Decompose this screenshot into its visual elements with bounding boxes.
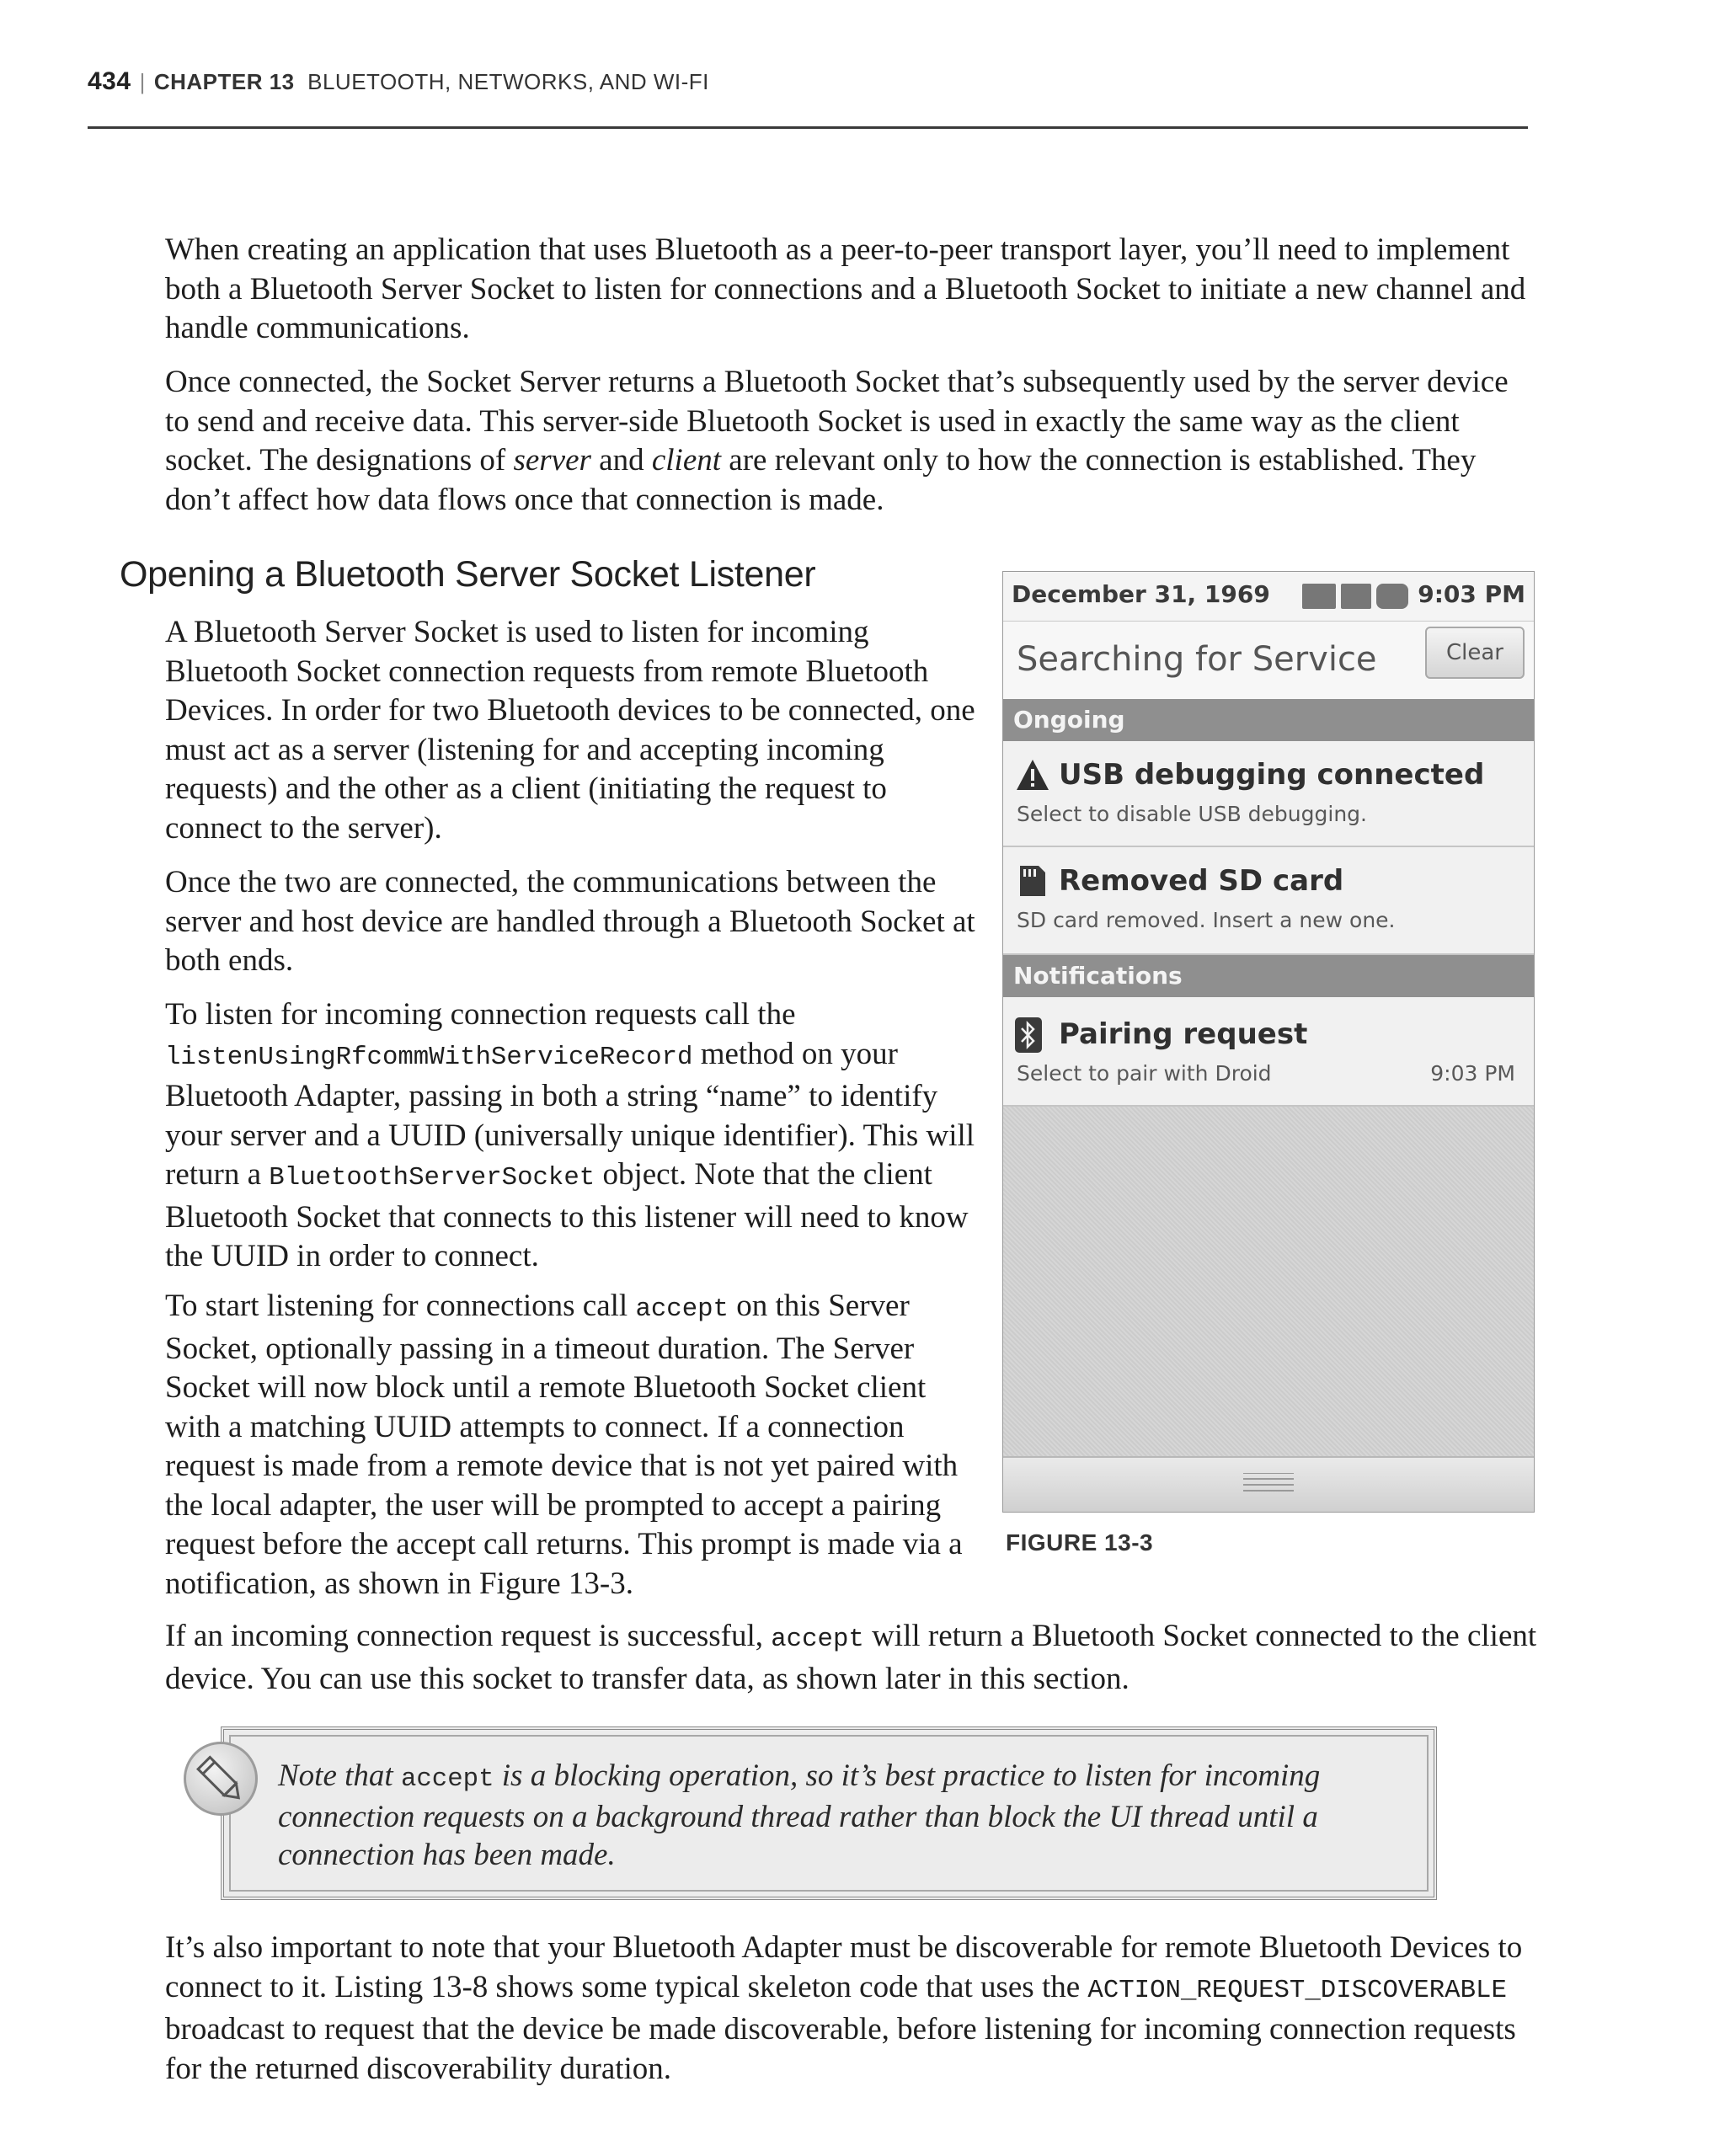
note-code-accept: accept [400,1764,494,1794]
note-text [278,1757,1415,1874]
figure-phone-screenshot [1002,571,1535,1513]
usb-subtitle: Select to disable USB debugging. [1017,802,1367,826]
usb-mute-icon [1302,584,1336,609]
figure-caption: FIGURE 13-3 [1006,1529,1154,1556]
section-p1-text: A Bluetooth Server Socket is used to listen for incoming Bluetooth Socket connection requests from remote Bluetooth Devices. In order for two Bluetooth devices to be connected, one must act as a server (listening for and accepting incoming requests) and the other as a client (initiating the request to connect to the server). [165,615,975,846]
pairing-request-notification[interactable] [1003,997,1534,1107]
page-number: 434 [88,67,131,95]
term-client: client [651,443,722,478]
section-p5-text-b: will return a Bluetooth Socket connected to the client device. You can use this socket to transfer data, as shown later in this section. [165,1619,1537,1696]
clear-button[interactable]: Clear [1425,627,1525,679]
header-rule [88,126,1528,129]
section-p2-text: Once the two are connected, the communications between the server and host device are handled through a Bluetooth Socket at both ends. [165,865,975,978]
intro-paragraph-1 [165,231,1546,349]
section-paragraph-2 [165,863,979,981]
drawer-handle[interactable] [1003,1456,1534,1513]
pencil-icon [184,1742,258,1816]
section-paragraph-3 [165,995,979,1277]
closing-text-a: It’s also important to note that your Bluetooth Adapter must be discoverable for remote Bluetooth Devices to connect to it. Listing 13-8 shows some typical skeleton code that uses the [165,1930,1523,2004]
chapter-title: BLUETOOTH, NETWORKS, AND WI-FI [307,69,709,94]
section-p3-text-c: object. Note that the client Bluetooth Socket that connects to this listener will need to know the UUID in order to connect. [165,1157,969,1273]
battery-icon [1376,584,1408,609]
section-paragraph-5 [165,1617,1546,1699]
section-heading: Opening a Bluetooth Server Socket Listener [120,554,816,595]
signal-icon [1341,584,1371,609]
status-bar [1003,572,1534,622]
sd-card-notification[interactable] [1003,847,1534,955]
intro-p2-text-a: Once connected, the Socket Server returns a Bluetooth Socket that’s subsequently used by the server device to send and receive data. This server-side Bluetooth Socket is used in exactly the same way as the client socket. The designations of [165,365,1509,478]
section-p4-text-b: on this Server Socket, optionally passing in a timeout duration. The Server Socket will now block until a remote Bluetooth Socket client with a matching UUID attempts to connect. If a connection request is made from a remote device that is not yet paired with the local adapter, the user will be prompted to accept a pairing request before the accept call returns. This prompt is made via a notification, as shown in Figure 13-3. [165,1289,963,1601]
term-server: server [513,443,591,478]
section-p3-text-a: To listen for incoming connection requests call the [165,997,796,1032]
sd-card-icon [1015,864,1049,901]
code-server-socket-class: BluetoothServerSocket [269,1163,595,1193]
searching-title: Searching for Service [1017,640,1377,679]
intro-p2-text-c: are relevant only to how the connection is established. They don’t affect how data flows once that connection is made. [165,443,1477,517]
note-text-a: Note that [278,1758,401,1793]
usb-title: USB debugging connected [1059,758,1485,792]
grip-icon [1243,1473,1294,1492]
code-accept: accept [635,1294,729,1324]
note-text-b: is a blocking operation, so it’s best practice to listen for incoming connection requests on a background thread rather than block the UI thread until a connection has been made. [278,1758,1321,1872]
warning-icon [1015,758,1050,795]
code-action-request-discoverable: ACTION_REQUEST_DISCOVERABLE [1087,1975,1507,2005]
status-date: December 31, 1969 [1012,580,1270,608]
section-p3-text-b: method on your Bluetooth Adapter, passing in both a string “name” to identify your server and a UUID (universally unique identifier). This will return a [165,1036,975,1192]
closing-paragraph [165,1929,1530,2089]
intro-p1-text: When creating an application that uses Bluetooth as a peer-to-peer transport layer, you’ll need to implement both a Bluetooth Server Socket to listen for connections and a Bluetooth Socket to initiate a new channel and handle communications. [165,232,1526,345]
header-separator: | [139,69,146,94]
bluetooth-icon [1015,1017,1042,1056]
ongoing-header: Ongoing [1003,699,1534,741]
usb-debugging-notification[interactable] [1003,741,1534,847]
pairing-title: Pairing request [1059,1017,1308,1051]
sd-title: Removed SD card [1059,864,1344,898]
pairing-subtitle: Select to pair with Droid [1017,1061,1272,1086]
code-accept-2: accept [771,1625,864,1654]
status-time: 9:03 PM [1418,580,1525,608]
code-listen-method: listenUsingRfcommWithServiceRecord [165,1042,693,1072]
intro-paragraph-2 [165,363,1530,520]
section-paragraph-4 [165,1287,979,1604]
section-p5-text-a: If an incoming connection request is successful, [165,1619,772,1653]
section-paragraph-1 [165,613,979,848]
sd-subtitle: SD card removed. Insert a new one. [1017,908,1396,932]
pairing-time: 9:03 PM [1430,1061,1515,1086]
closing-text-b: broadcast to request that the device be made discoverable, before listening for incoming connection requests for the returned discoverability duration. [165,2012,1516,2086]
intro-p2-text-b: and [590,443,652,478]
chapter-label: CHAPTER 13 [153,69,295,94]
running-header [88,67,1528,101]
section-p4-text-a: To start listening for connections call [165,1289,636,1323]
notifications-header: Notifications [1003,955,1534,997]
